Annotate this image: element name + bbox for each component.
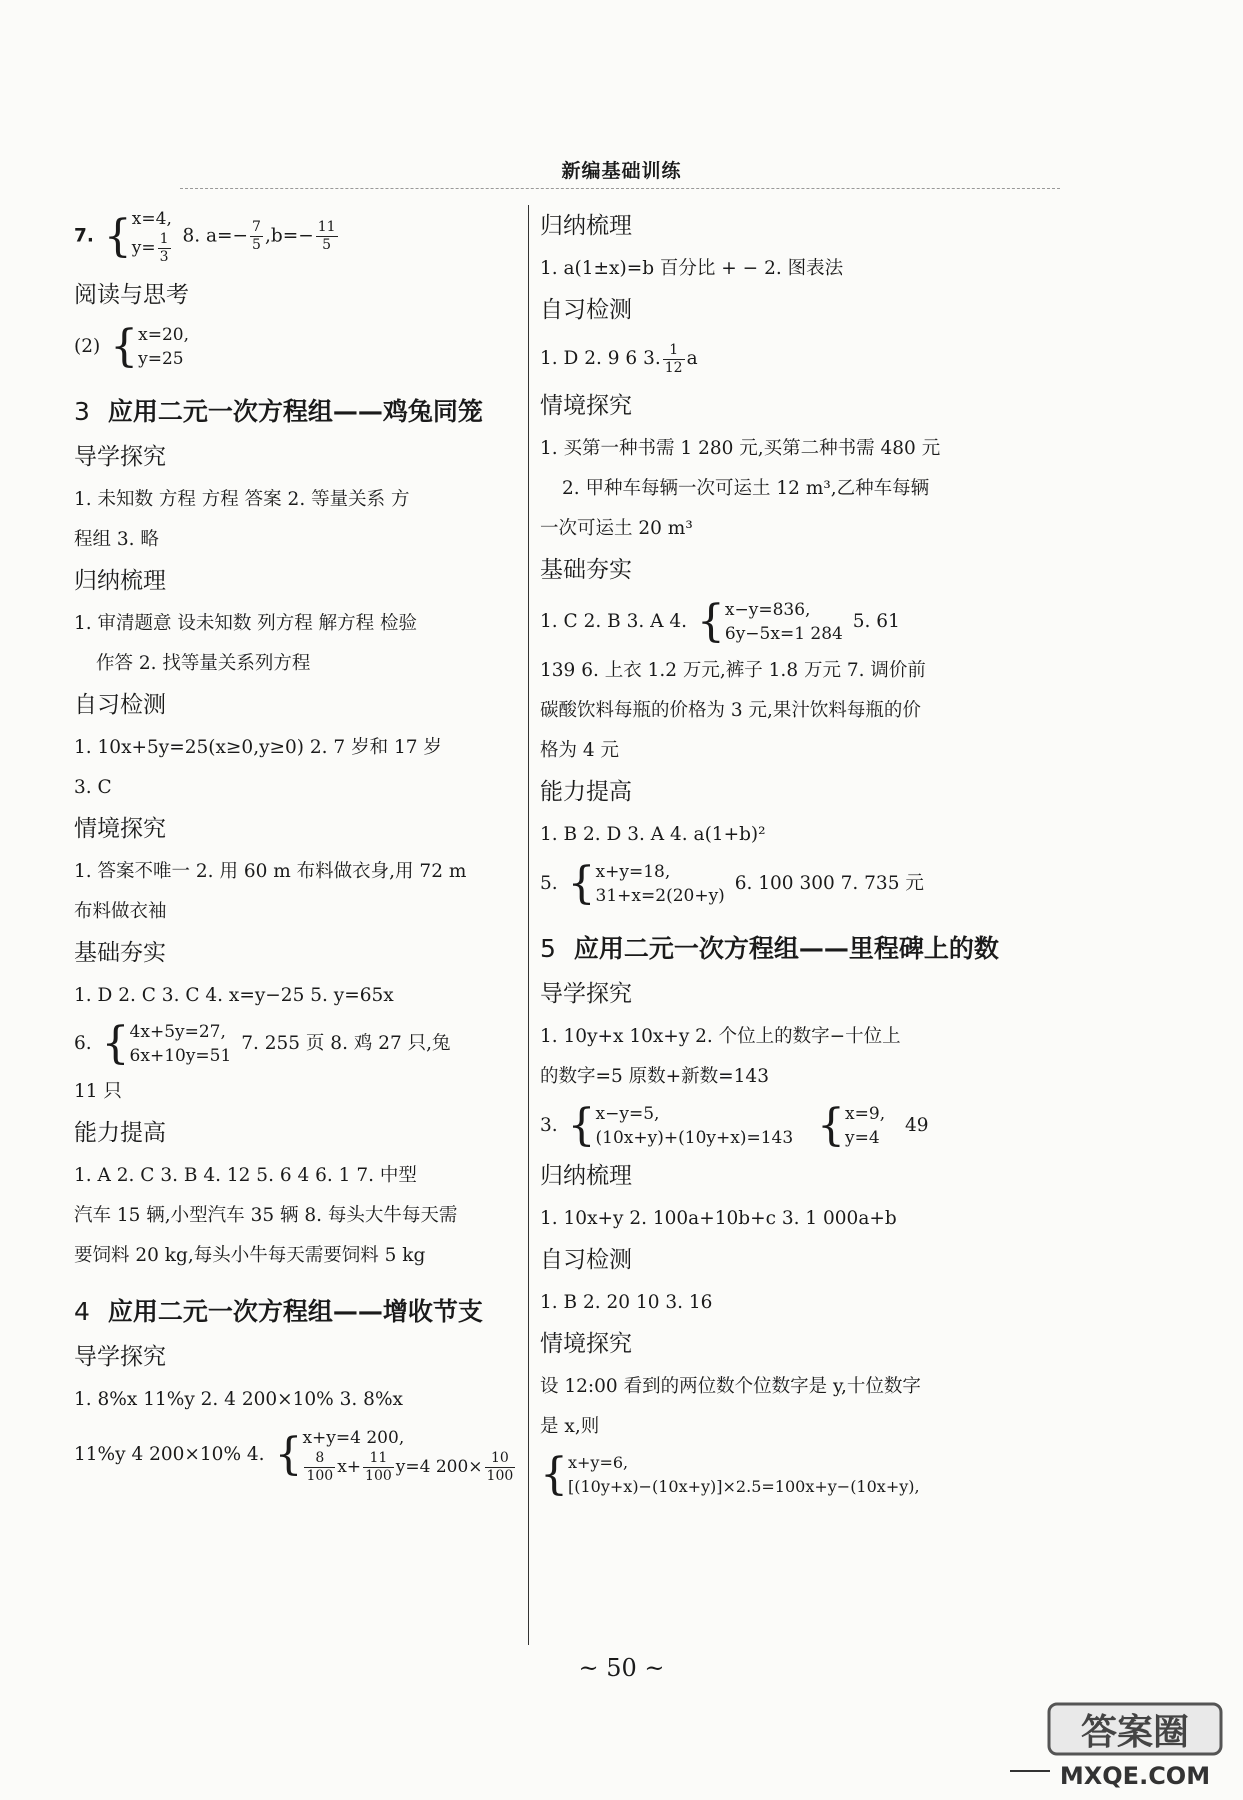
page-number: ~ 50 ~	[578, 1654, 665, 1682]
text-line: 要饲料 20 kg,每头小牛每天需要饲料 5 kg	[74, 1245, 426, 1266]
text-line: 1. 8%x 11%y 2. 4 200×10% 3. 8%x	[74, 1389, 403, 1410]
heading-summary: 归纳梳理	[74, 568, 166, 594]
text-line: 1. 答案不唯一 2. 用 60 m 布料做衣身,用 72 m	[74, 861, 467, 882]
answer-3: 3. {x−y=5, (10x+y)+(10y+x)=143 {x=9, y=4 49	[540, 1100, 929, 1151]
equation-system: {x=4, y= $\frac{1}{3}$	[103, 209, 172, 265]
text-line: 11 只	[74, 1081, 122, 1102]
fraction: $\frac{7}{5}$	[252, 219, 261, 253]
watermark-logo	[1045, 1700, 1225, 1792]
text-line: 1. 10x+5y=25(x≥0,y≥0) 2. 7 岁和 17 岁	[74, 737, 442, 758]
heading-situation: 情境探究	[540, 393, 632, 419]
heading-self-check: 自习检测	[540, 1247, 632, 1273]
equation-system: {x+y=18, 31+x=2(20+y)	[567, 858, 725, 909]
heading-situation: 情境探究	[540, 1331, 632, 1357]
text-line: 1. 10x+y 2. 100a+10b+c 3. 1 000a+b	[540, 1208, 897, 1229]
page-header: 新编基础训练	[561, 160, 682, 182]
equation-line	[540, 1447, 1000, 1503]
text-line: 汽车 15 辆,小型汽车 35 辆 8. 每头大牛每天需	[74, 1205, 458, 1226]
section-title-3: 3 应用二元一次方程组——鸡兔同笼	[74, 397, 483, 426]
text-line: 1. 审清题意 设未知数 列方程 解方程 检验	[74, 613, 418, 634]
heading-ability: 能力提高	[74, 1120, 166, 1146]
answer-reading: (2) {x=20, y=25	[74, 321, 189, 372]
heading-reading: 阅读与思考	[74, 282, 189, 308]
heading-guided: 导学探究	[540, 981, 632, 1007]
answer-1-3: 1. D 2. 9 6 3. $\frac{1}{12}$ a	[540, 341, 698, 376]
text-line: 1. B 2. 20 10 3. 16	[540, 1292, 713, 1313]
answer-6-8: 6. {4x+5y=27, 6x+10y=51 7. 255 页 8. 鸡 27 只,兔	[74, 1018, 451, 1069]
heading-ability: 能力提高	[540, 779, 632, 805]
text-line: 1. B 2. D 3. A 4. a(1+b)²	[540, 824, 766, 845]
svg-text:MXQE.COM: MXQE.COM	[1059, 1762, 1211, 1790]
section-title-5: 5 应用二元一次方程组——里程碑上的数	[540, 934, 999, 963]
text-line: 1. 10y+x 10x+y 2. 个位上的数字−十位上	[540, 1026, 901, 1047]
heading-self-check: 自习检测	[74, 692, 166, 718]
text-line: 1. 买第一种书需 1 280 元,买第二种书需 480 元	[540, 438, 941, 459]
svg-text:答案圈: 答案圈	[1080, 1712, 1190, 1753]
footer-rule	[1010, 1770, 1050, 1772]
section-title-4: 4 应用二元一次方程组——增收节支	[74, 1297, 483, 1326]
text-line: 布料做衣袖	[74, 901, 167, 922]
answer-5-7: 5. {x+y=18, 31+x=2(20+y) 6. 100 300 7. 735 元	[540, 858, 924, 909]
text-line: 1. A 2. C 3. B 4. 12 5. 6 4 6. 1 7. 中型	[74, 1165, 417, 1186]
text-line: 是 x,则	[540, 1416, 600, 1437]
text-line: 的数字=5 原数+新数=143	[540, 1066, 769, 1087]
header-divider	[180, 188, 1060, 189]
column-divider	[528, 205, 529, 1645]
text-line: 碳酸饮料每瓶的价格为 3 元,果汁饮料每瓶的价	[540, 700, 921, 721]
right-column	[540, 205, 1000, 1503]
text-line: 一次可运土 20 m³	[540, 518, 693, 539]
equation-system: {x+y=4 200, $\frac{8}{100}$ x+ $\frac{11}{100}$ y=4 200× $\frac{10}{100}$	[274, 1427, 514, 1484]
answer-7-8: 7. {x=4, y= $\frac{1}{3}$ 8. a=− $\frac{7}{5}$ ,b=− $\frac{11}{5}$	[74, 209, 336, 265]
fraction: $\frac{11}{5}$	[317, 219, 336, 253]
heading-guided: 导学探究	[74, 1344, 166, 1370]
text-line: 139 6. 上衣 1.2 万元,裤子 1.8 万元 7. 调价前	[540, 660, 926, 681]
heading-guided: 导学探究	[74, 444, 166, 470]
text-line: 设 12:00 看到的两位数个位数字是 y,十位数字	[540, 1376, 921, 1397]
text-line: 程组 3. 略	[74, 529, 159, 550]
text-line: 格为 4 元	[540, 740, 620, 761]
heading-basics: 基础夯实	[540, 557, 632, 583]
heading-summary: 归纳梳理	[540, 1163, 632, 1189]
text-line: 1. D 2. C 3. C 4. x=y−25 5. y=65x	[74, 985, 394, 1006]
equation-system: {x−y=836, 6y−5x=1 284	[696, 596, 843, 647]
heading-summary: 归纳梳理	[540, 213, 632, 239]
equation-system: {x−y=5, (10x+y)+(10y+x)=143	[567, 1100, 794, 1151]
text-line: 3. C	[74, 777, 112, 798]
text-line: 1. a(1±x)=b 百分比 + − 2. 图表法	[540, 258, 844, 279]
left-column	[74, 205, 514, 1490]
heading-situation: 情境探究	[74, 816, 166, 842]
heading-self-check: 自习检测	[540, 297, 632, 323]
equation-system: {x+y=6, [(10y+x)−(10x+y)]×2.5=100x+y−(10x+y),	[540, 1449, 920, 1500]
solution-system: {x=9, y=4	[817, 1100, 886, 1151]
heading-basics: 基础夯实	[74, 940, 166, 966]
equation-system: {4x+5y=27, 6x+10y=51	[101, 1018, 232, 1069]
answer-1-5: 1. C 2. B 3. A 4. {x−y=836, 6y−5x=1 284 5. 61	[540, 596, 900, 647]
text-line: 作答 2. 找等量关系列方程	[96, 653, 311, 674]
text-line: 1. 未知数 方程 方程 答案 2. 等量关系 方	[74, 489, 410, 510]
equation-system: {x=20, y=25	[110, 321, 189, 372]
fraction: $\frac{1}{12}$	[664, 341, 683, 376]
answer-4: 11%y 4 200×10% 4. {x+y=4 200, $\frac{8}{100}$ x+ $\frac{11}{100}$ y=4 200× $\frac{10}{100}$	[74, 1420, 514, 1490]
text-line: 2. 甲种车每辆一次可运土 12 m³,乙种车每辆	[562, 478, 930, 499]
